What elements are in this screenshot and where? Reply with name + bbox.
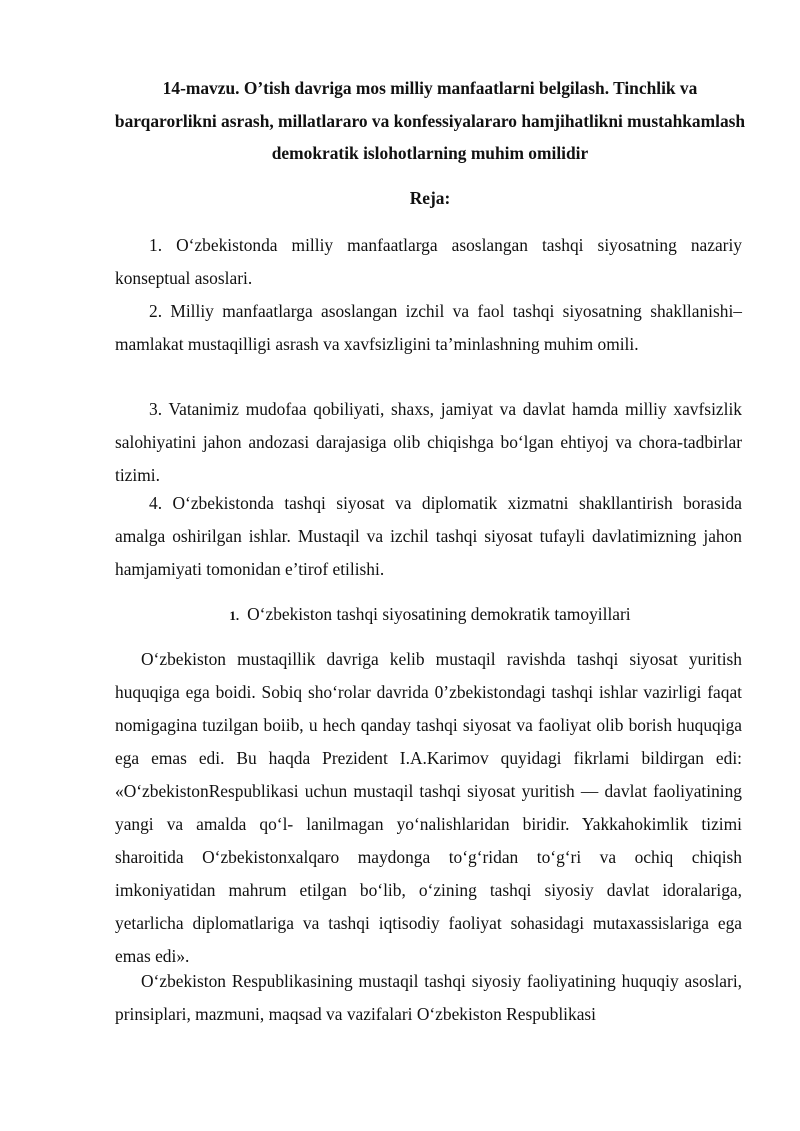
body-paragraph: O‘zbekiston Respublikasining mustaqil tashqi siyosiy faoliyatining huquqiy asoslari, prinsiplari, mazmuni, maqsad va vazifalari O‘zbekiston Respublikasi xyxy=(115,971,742,1024)
plan-item-2 xyxy=(115,295,742,361)
plan-label: Reja: xyxy=(409,188,451,208)
section-number: 1. xyxy=(229,608,240,623)
plan-item-text: Milliy manfaatlarga asoslangan izchil va faol tashqi siyosatning shakllanishi–mamlakat mustaqilligi asrash va xavfsizligini ta’minlashning muhim omili. xyxy=(115,301,742,354)
section-heading-text: O‘zbekiston tashqi siyosatining demokratik tamoyillari xyxy=(247,604,631,624)
plan-item-number: 2. xyxy=(149,301,163,321)
plan-item-text: O‘zbekistonda milliy manfaatlarga asoslangan tashqi siyosatning nazariy konseptual asoslari. xyxy=(115,235,742,288)
body-paragraph: O‘zbekiston mustaqillik davriga kelib mustaqil ravishda tashqi siyosat yuritish huquqiga ega boidi. Sobiq sho‘rolar davrida 0’zbekistondagi tashqi ishlar vazirligi faqat nomigagina tuzilgan boiib, u hech qanday tashqi siyosat va faoliyat olib borish huquqiga ega emas edi. Bu haqda Prezident I.A.Karimov quyidagi fikrlami bildirgan edi: «O‘zbekistonRespublikasi uchun mustaqil tashqi siyosat yuritish — davlat faoliyatining yangi va amalda qo‘l- lanilmagan yo‘nalishlaridan biridir. Yakkahokimlik tizimi sharoitida O‘zbekistonxalqaro maydonga to‘g‘ridan to‘g‘ri va ochiq chiqish imkoniyatidan mahrum etilgan bo‘lib, o‘zining tashqi siyosiy davlat idoralariga, yetarlicha diplomatlariga va tashqi iqtisodiy faoliyat sohasidagi mutaxassislariga ega emas edi». xyxy=(115,649,742,966)
plan-item-text: Vatanimiz mudofaa qobiliyati, shaxs, jamiyat va davlat hamda milliy xavfsizlik salohiyatini jahon andozasi darajasiga olib chiqishga bo‘lgan ehtiyoj va chora-tadbirlar tizimi. xyxy=(115,399,742,485)
plan-item-number: 1. xyxy=(149,235,163,255)
plan-item-1 xyxy=(115,229,742,295)
document-title: 14-mavzu. O’tish davriga mos milliy manfaatlarni belgilash. Tinchlik va barqarorlikni asrash, millatlararo va konfessiyalararo hamjihatlikni mustahkamlash demokratik islohotlarning muhim omilidir xyxy=(114,78,746,163)
plan-item-4 xyxy=(115,487,742,586)
plan-item-number: 3. xyxy=(149,399,163,419)
section-heading xyxy=(112,600,748,630)
plan-item-3 xyxy=(115,393,742,492)
plan-item-number: 4. xyxy=(149,493,163,513)
plan-item-text: O‘zbekistonda tashqi siyosat va diplomatik xizmatni shakllantirish borasida amalga oshirilgan ishlar. Mustaqil va izchil tashqi siyosat tufayli davlatimizning jahon hamjamiyati tomonidan e’tirof etilishi. xyxy=(115,493,742,579)
